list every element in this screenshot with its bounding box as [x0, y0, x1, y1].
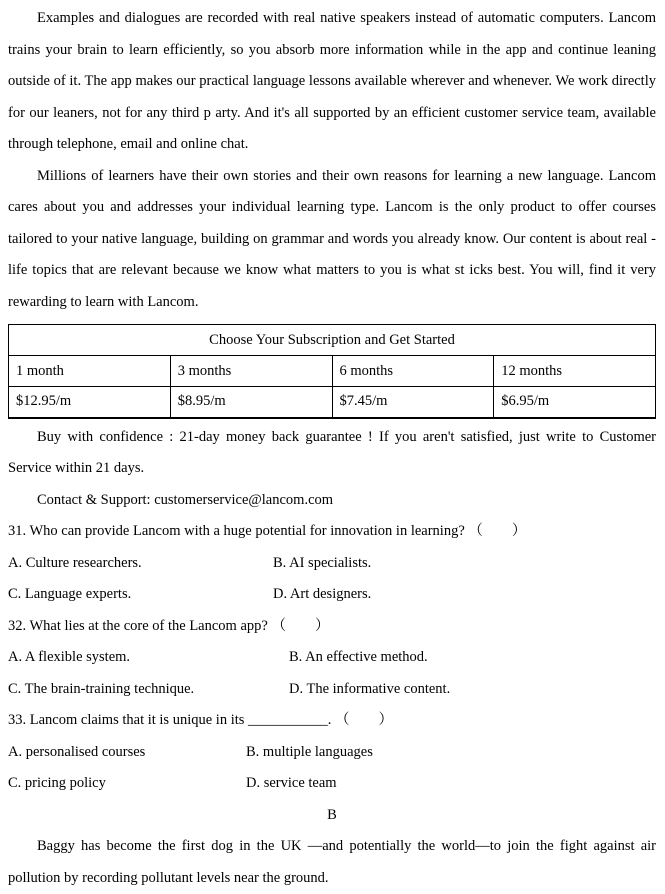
table-price-3-months: $8.95/m: [170, 387, 332, 418]
table-header-row: [9, 356, 656, 387]
question-33-option-a: A. personalised courses: [8, 743, 146, 760]
question-31-option-a: A. Culture researchers.: [8, 554, 142, 571]
table-price-6-months: $7.45/m: [332, 387, 494, 418]
table-title: Choose Your Subscription and Get Started: [9, 325, 656, 356]
question-33-option-c: C. pricing policy: [8, 775, 106, 791]
question-32-options-ab: [8, 642, 656, 674]
table-col-6-months: 6 months: [332, 356, 494, 387]
guarantee-text: Buy with confidence : 21-day money back guarantee ! If you aren't satisfied, just write to Customer Service within 21 days.: [8, 428, 656, 476]
question-32: [8, 611, 656, 706]
question-31-options-ab: [8, 548, 656, 580]
table-col-1-month: 1 month: [9, 356, 171, 387]
table-price-12-months: $6.95/m: [494, 387, 656, 418]
question-33-options-cd: [8, 768, 656, 800]
question-32-option-b: B. An effective method.: [289, 649, 428, 665]
question-31-options-cd: [8, 579, 656, 611]
table-col-3-months: 3 months: [170, 356, 332, 387]
question-31-option-c: C. Language experts.: [8, 586, 132, 602]
question-32-option-c: C. The brain-training technique.: [8, 680, 195, 697]
question-33-stem: 33. Lancom claims that it is unique in its ___________. （ ）: [8, 712, 394, 728]
table-title-row: [9, 325, 656, 356]
question-33: [8, 705, 656, 800]
section-b-label: B: [327, 806, 337, 823]
table-col-12-months: 12 months: [494, 356, 656, 387]
passage-b-paragraph: Baggy has become the first dog in the UK —and potentially the world—to join the fight against air pollution by recording pollutant levels near the ground.: [8, 838, 656, 886]
question-31: [8, 516, 656, 611]
table-price-row: [9, 387, 656, 418]
question-33-option-b: B. multiple languages: [246, 743, 373, 760]
question-32-option-a: A. A flexible system.: [8, 649, 131, 665]
passage-a-paragraph-2: Millions of learners have their own stories and their own reasons for learning a new language. Lancom cares about you and addresses your individual learning type. Lancom is the only product to offer courses tailored to your native language, building on grammar and words you already know. Our content is about real -life topics that are relevant because we know what matters to you is what st icks best. You will, find it very rewarding to learn with Lancom.: [8, 167, 656, 310]
question-32-option-d: D. The informative content.: [289, 680, 451, 697]
question-32-stem: 32. What lies at the core of the Lancom app? （ ）: [8, 617, 330, 634]
subscription-table: [8, 324, 656, 419]
contact-text: Contact & Support: customerservice@lancom.com: [37, 491, 334, 508]
question-31-stem: 31. Who can provide Lancom with a huge potential for innovation in learning? （ ）: [8, 523, 527, 539]
passage-a-paragraph-1: Examples and dialogues are recorded with real native speakers instead of automatic computers. Lancom trains your brain to learn efficiently, so you absorb more information while in the app and continue leaning outside of it. The app makes our practical language lessons available wherever and whenever. We work directly for our leaners, not for any third p arty. And it's all supported by an efficient customer service team, available through telephone, email and online chat.: [8, 10, 656, 152]
question-33-option-d: D. service team: [246, 775, 337, 791]
question-31-option-b: B. AI specialists.: [273, 554, 372, 571]
table-price-1-month: $12.95/m: [9, 387, 171, 418]
question-31-option-d: D. Art designers.: [273, 586, 372, 602]
question-32-options-cd: [8, 674, 656, 706]
question-33-options-ab: [8, 737, 656, 769]
